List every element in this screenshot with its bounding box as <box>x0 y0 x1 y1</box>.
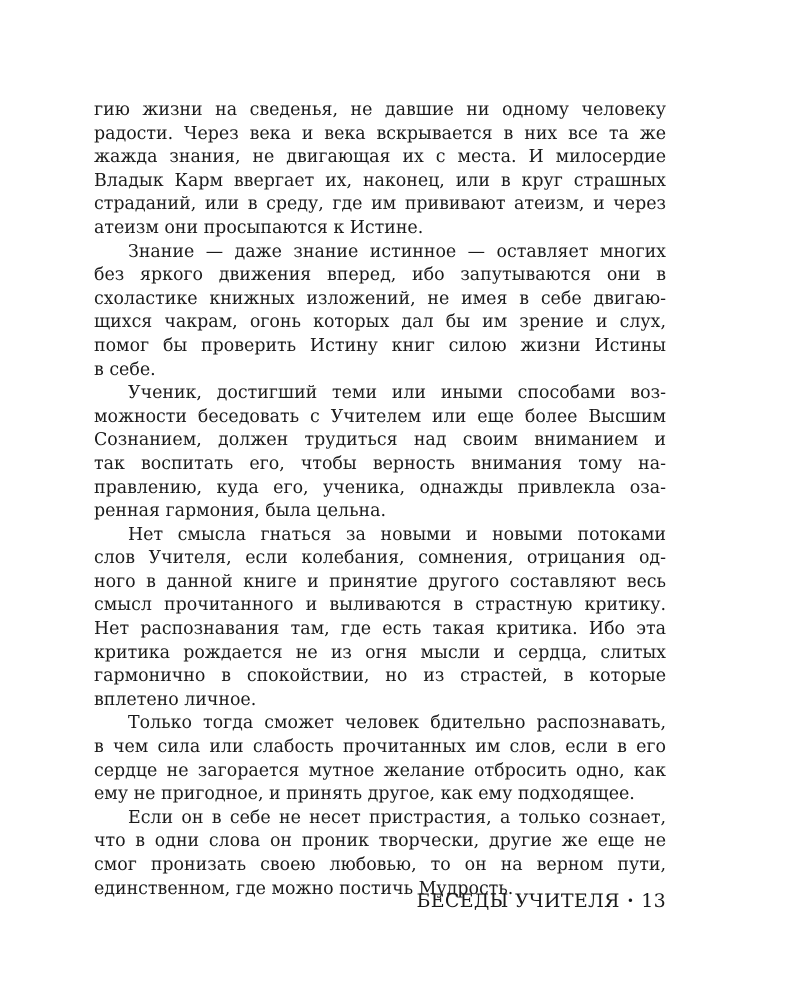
paragraph <box>94 382 666 524</box>
text-line: единственном, где можно постичь Мудрость. <box>94 878 514 899</box>
text-line: радости. Через века и века вскрывается в них все та же <box>94 123 666 144</box>
text-line: в себе. <box>94 359 156 380</box>
paragraph <box>94 241 666 383</box>
bullet-separator: • <box>626 894 635 908</box>
text-line: Ученик, достигший теми или иными способами воз- <box>128 383 666 404</box>
running-footer <box>416 890 666 912</box>
running-title: БЕСЕДЫ УЧИТЕЛЯ <box>416 890 620 912</box>
text-line: правлению, куда его, ученика, однажды привлекла оза- <box>94 477 666 498</box>
text-line: вплетено личное. <box>94 689 257 710</box>
text-line: критика рождается не из огня мысли и сердца, слитых <box>94 642 666 663</box>
page-number: 13 <box>641 890 666 912</box>
text-line: слов Учителя, если колебания, сомнения, отрицания од- <box>94 548 666 569</box>
text-line: Сознанием, должен трудиться над своим вниманием и <box>94 430 666 451</box>
body-text <box>94 99 666 901</box>
text-line: Знание — даже знание истинное — оставляет многих <box>128 241 666 262</box>
text-line: Нет смысла гнаться за новыми и новыми потоками <box>128 524 666 545</box>
text-line: ему не пригодное, и принять другое, как ему подходящее. <box>94 784 635 805</box>
paragraph <box>94 524 666 713</box>
text-line: щихся чакрам, огонь которых дал бы им зрение и слух, <box>94 312 666 333</box>
text-line: Нет распознавания там, где есть такая критика. Ибо эта <box>94 619 666 640</box>
text-line: можности беседовать с Учителем или еще более Высшим <box>94 406 666 427</box>
text-line: гию жизни на сведенья, не давшие ни одному человеку <box>94 100 666 120</box>
text-line: в чем сила или слабость прочитанных им слов, если в его <box>94 737 666 758</box>
text-line: схоластике книжных изложений, не имея в себе двигаю- <box>94 288 666 309</box>
text-line: атеизм они просыпаются к Истине. <box>94 217 424 238</box>
text-line: смог пронизать своею любовью, то он на верном пути, <box>94 855 666 875</box>
text-line: так воспитать его, чтобы верность внимания тому на- <box>94 453 666 474</box>
text-line: смысл прочитанного и выливаются в страстную критику. <box>94 595 666 616</box>
paragraph <box>94 807 666 901</box>
text-line: Только тогда сможет человек бдительно распознавать, <box>128 713 666 734</box>
text-line: без яркого движения вперед, ибо запутываются они в <box>94 265 666 286</box>
text-line: жажда знания, не двигающая их с места. И милосердие <box>94 147 666 168</box>
text-line: ного в данной книге и принятие другого составляют весь <box>94 571 666 592</box>
text-line: помог бы проверить Истину книг силою жизни Истины <box>94 335 666 356</box>
text-line: гармонично в спокойствии, но из страстей, в которые <box>94 666 666 687</box>
text-line: Владык Карм ввергает их, наконец, или в круг страшных <box>94 170 666 191</box>
text-line: Если он в себе не несет пристрастия, а только сознает, <box>128 807 666 828</box>
text-line: что в одни слова он проник творчески, другие же еще не <box>94 831 666 852</box>
text-line: ренная гармония, была цельна. <box>94 501 387 522</box>
text-line: сердце не загорается мутное желание отбросить одно, как <box>94 760 666 781</box>
text-line: страданий, или в среду, где им прививают атеизм, и через <box>94 194 666 215</box>
paragraph <box>94 712 666 806</box>
paragraph <box>94 99 666 241</box>
